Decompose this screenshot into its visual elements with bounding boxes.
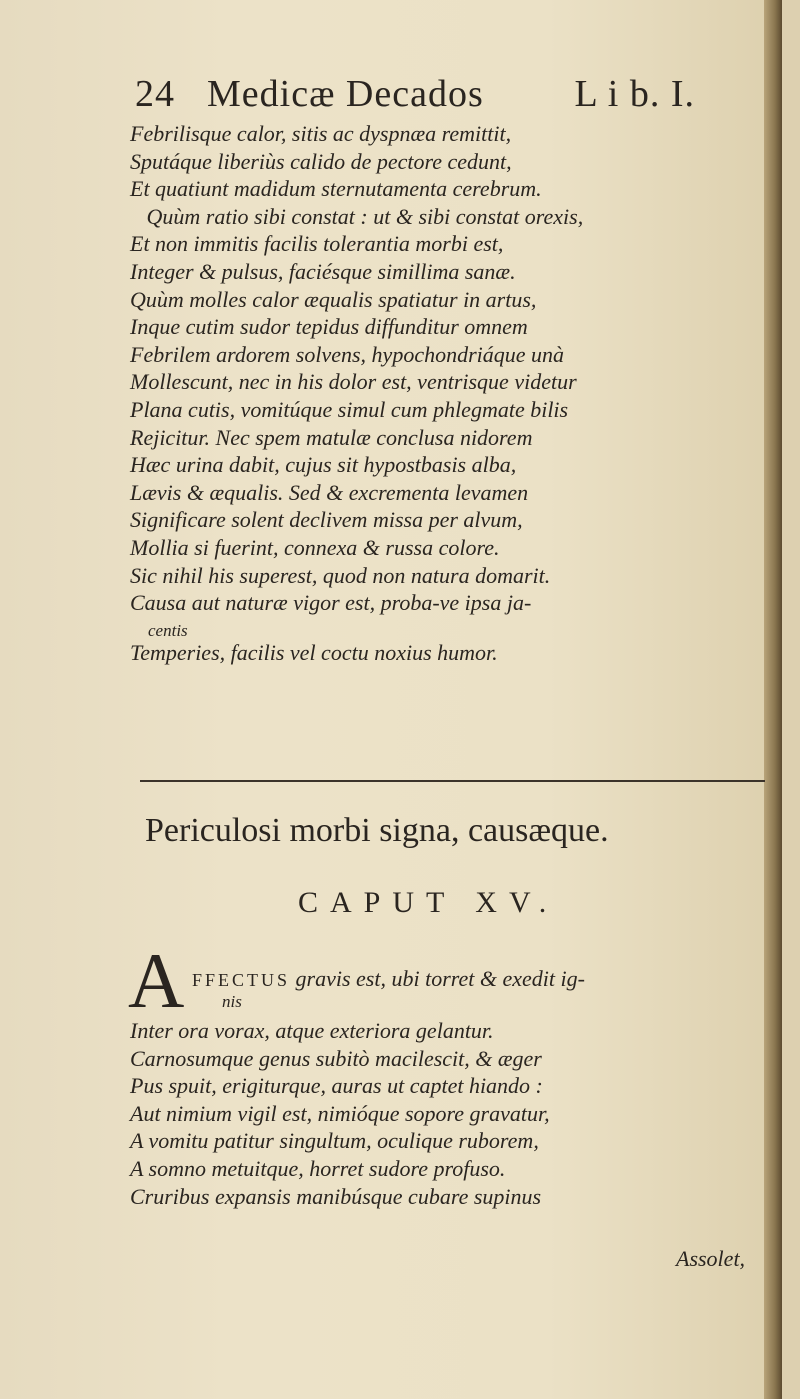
poem-line: Temperies, facilis vel coctu noxius humor. <box>130 639 498 665</box>
poem-line: Febrilisque calor, sitis ac dyspnæa remittit, <box>130 121 512 146</box>
poem-line: Inque cutim sudor tepidus diffunditur omnem <box>130 314 528 340</box>
poem-line: Inter ora vorax, atque exteriora gelantur. <box>130 1018 494 1043</box>
poem-line: Causa aut naturæ vigor est, proba-ve ipsa ja- <box>130 590 532 616</box>
running-title: Medicæ Decados <box>207 73 484 115</box>
second-poem-block <box>130 1017 770 1210</box>
poem-block <box>130 120 770 666</box>
poem-line: Integer & pulsus, faciésque simillima sanæ. <box>130 258 516 284</box>
poem-line-continuation: centis <box>148 620 188 640</box>
page-number: 24 <box>135 73 175 115</box>
poem-line: Cruribus expansis manibúsque cubare supinus <box>130 1183 542 1209</box>
poem-line: Febrilem ardorem solvens, hypochondriáque unà <box>130 341 565 367</box>
poem-line: Plana cutis, vomitúque simul cum phlegmate bilis <box>130 396 569 422</box>
poem-line: Et quatiunt madidum sternutamenta cerebrum. <box>130 176 542 202</box>
poem-line: Sic nihil his superest, quod non natura domarit. <box>130 562 551 588</box>
poem-line: A vomitu patitur singultum, oculique ruborem, <box>130 1128 539 1154</box>
catchword: Assolet, <box>676 1246 746 1271</box>
poem-line: Rejicitur. Nec spem matulæ conclusa nidorem <box>130 424 533 450</box>
section-divider <box>140 780 765 782</box>
poem-line: Significare solent declivem missa per alvum, <box>130 507 523 533</box>
poem-line: Aut nimium vigil est, nimióque sopore gravatur, <box>130 1100 550 1126</box>
chapter-title: Periculosi morbi signa, causæque. <box>145 812 609 849</box>
chapter-number: CAPUT XV. <box>298 886 559 919</box>
poem-line: Carnosumque genus subitò macilescit, & æger <box>130 1045 542 1071</box>
poem-line: Lævis & æqualis. Sed & excrementa levamen <box>130 479 529 505</box>
running-header <box>135 72 695 116</box>
drop-cap: A <box>128 937 185 1024</box>
first-line <box>192 966 585 992</box>
poem-line: Quùm ratio sibi constat : ut & sibi constat orexis, <box>130 203 584 229</box>
poem-line: Mollescunt, nec in his dolor est, ventrisque videtur <box>130 369 577 395</box>
first-line-continuation: nis <box>222 992 242 1011</box>
poem-line: Quùm molles calor æqualis spatiatur in artus, <box>130 286 537 312</box>
book-label: L i b. I. <box>574 73 695 115</box>
poem-line: Sputáque liberiùs calido de pectore cedunt, <box>130 148 512 174</box>
first-word-smallcaps: FFECTUS <box>192 970 291 990</box>
poem-line: A somno metuitque, horret sudore profuso. <box>130 1155 506 1181</box>
first-line-text: gravis est, ubi torret & exedit ig- <box>290 966 585 991</box>
poem-line: Pus spuit, erigiturque, auras ut captet hiando : <box>130 1073 543 1099</box>
poem-line: Mollia si fuerint, connexa & russa colore. <box>130 534 500 560</box>
poem-line: Et non immitis facilis tolerantia morbi est, <box>130 231 504 257</box>
poem-line: Hæc urina dabit, cujus sit hypostbasis alba, <box>130 452 517 478</box>
